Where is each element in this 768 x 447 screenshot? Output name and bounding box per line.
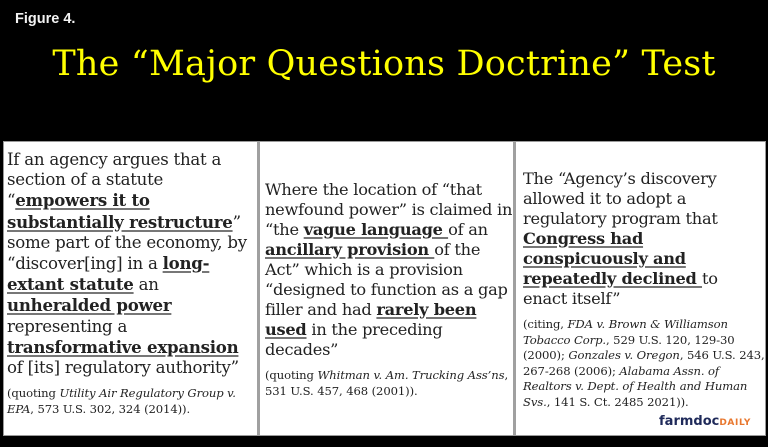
figure-label: Figure 4. <box>15 11 76 27</box>
column-fda-brown <box>513 142 765 435</box>
text-segment: Where the location of “that newfound power” is claimed in “the <box>265 180 513 239</box>
citation-text: , 546 U.S. 243, 267-268 (2006); <box>523 348 765 378</box>
emphasized-phrase: transformative expansion <box>7 336 239 357</box>
column-main-text <box>265 180 513 360</box>
emphasized-phrase: long-extant statute <box>7 253 210 295</box>
citation-text: , 529 U.S. 120, 129-30 (2000); <box>523 332 735 363</box>
text-segment: in the preceding decades” <box>265 320 443 359</box>
column-citation <box>265 368 513 399</box>
citation-text: , 141 S. Ct. 2485 2021)). <box>546 394 689 409</box>
text-segment: to enact itself” <box>523 269 718 308</box>
logo-accent-text: DAILY <box>719 418 751 428</box>
text-segment: ” some part of the economy, by “discover[ing] in a <box>7 212 247 274</box>
emphasized-phrase: vague language <box>303 220 449 239</box>
emphasized-phrase: ancillary provision <box>265 240 435 259</box>
citation-text: (quoting <box>265 368 318 382</box>
case-name: Whitman v. Am. Trucking Ass’ns <box>317 368 505 382</box>
citation-text: (citing, <box>523 317 568 331</box>
column-whitman <box>257 142 513 435</box>
emphasized-phrase: rarely been used <box>265 300 477 339</box>
logo-primary-text: farmdoc <box>659 414 720 429</box>
text-segment: an <box>133 275 159 295</box>
case-name: Utility Air Regulatory Group v. EPA <box>7 386 236 416</box>
emphasized-phrase: unheralded power <box>7 295 172 316</box>
citation-text: , 573 U.S. 302, 324 (2014)). <box>30 401 191 416</box>
column-citation <box>7 386 257 417</box>
text-segment: representing a <box>7 316 128 336</box>
content-panel <box>3 141 766 436</box>
emphasized-phrase: Congress had conspicuously and repeatedly declined <box>523 229 703 288</box>
case-name: Alabama Assn. of Realtors v. Dept. of Health and Human Svs. <box>523 363 748 409</box>
citation-text: , 531 U.S. 457, 468 (2001)). <box>265 368 509 398</box>
text-segment: of [its] regulatory authority” <box>7 358 239 378</box>
column-main-text <box>523 169 765 309</box>
citation-text: (quoting <box>7 386 60 401</box>
text-segment: of the Act” which is a provision “designed to function as a gap filler and had <box>265 240 508 319</box>
column-main-text <box>7 150 257 378</box>
figure-title: The “Major Questions Doctrine” Test <box>52 44 716 84</box>
farmdoc-daily-logo <box>659 414 751 429</box>
case-name: FDA v. Brown & Williamson Tobacco Corp. <box>523 317 728 347</box>
text-segment: The “Agency’s discovery allowed it to adopt a regulatory program that <box>523 169 718 228</box>
emphasized-phrase: empowers it to substantially restructure <box>7 190 233 232</box>
case-name: Gonzales v. Oregon <box>568 348 680 363</box>
column-citation <box>523 317 765 411</box>
text-segment: If an agency argues that a section of a statute “ <box>7 150 222 211</box>
column-utility-air <box>4 142 257 435</box>
text-segment: of an <box>448 220 488 239</box>
